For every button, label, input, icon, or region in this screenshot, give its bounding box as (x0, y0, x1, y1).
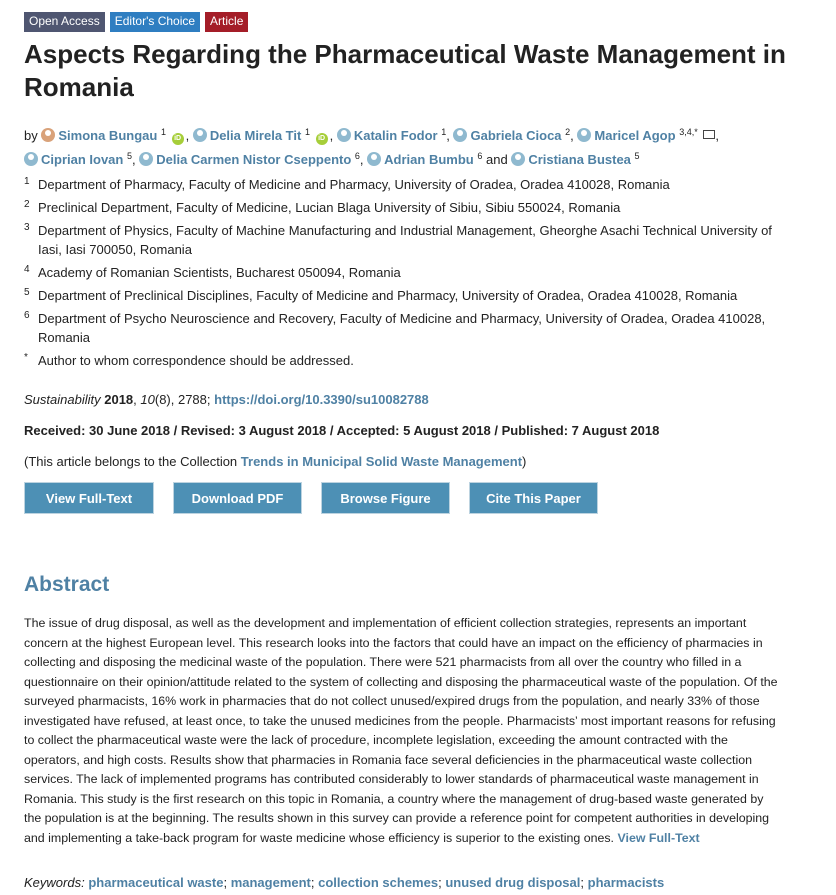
publication-dates: Received: 30 June 2018 / Revised: 3 August 2018 / Accepted: 5 August 2018 / Published: 7 August 2018 (24, 423, 660, 438)
browse-figure-button[interactable]: Browse Figure (321, 482, 450, 514)
keyword-link[interactable]: pharmaceutical waste (88, 875, 224, 890)
collection-link[interactable]: Trends in Municipal Solid Waste Management (240, 454, 523, 469)
citation-volume: 10 (140, 392, 155, 407)
collection-note (24, 454, 526, 469)
orcid-icon[interactable]: iD (172, 133, 184, 145)
keywords-label: Keywords: (24, 875, 85, 890)
journal-name: Sustainability (24, 392, 101, 407)
affiliation-number: 3 (24, 222, 30, 233)
affiliation-list (24, 175, 784, 374)
abstract-body (24, 614, 780, 848)
affiliation-item (24, 286, 784, 305)
article-type-badge: Article (205, 12, 248, 32)
affiliation-number: 5 (24, 287, 30, 298)
doi-link[interactable]: https://doi.org/10.3390/su10082788 (214, 392, 429, 407)
keyword-link[interactable]: management (230, 875, 311, 890)
collection-prefix: (This article belongs to the Collection (24, 454, 238, 469)
author-affil-sup: 3,4,* (679, 127, 698, 137)
author-icon (139, 152, 153, 166)
abstract-heading: Abstract (24, 573, 110, 596)
email-icon[interactable] (703, 130, 715, 139)
affiliation-item (24, 221, 784, 259)
affiliation-text: Author to whom correspondence should be addressed. (38, 353, 354, 368)
citation-issue-pages: (8), 2788; (154, 392, 211, 407)
author-photo-icon (41, 128, 55, 142)
author-affil-sup: 1 (441, 127, 447, 137)
abstract-view-full-text-link[interactable]: View Full-Text (617, 830, 700, 845)
citation-line: Sustainability 2018, 10(8), 2788; https://doi.org/10.3390/su10082788 (24, 392, 429, 407)
author-icon (193, 128, 207, 142)
affiliation-item (24, 309, 784, 347)
affiliation-number: * (24, 352, 28, 363)
affiliation-text: Preclinical Department, Faculty of Medicine, Lucian Blaga University of Sibiu, Sibiu 550024, Romania (38, 200, 621, 215)
author-link[interactable]: Maricel Agop (594, 128, 676, 143)
affiliation-text: Department of Preclinical Disciplines, Faculty of Medicine and Pharmacy, University of Oradea, Oradea 410028, Romania (38, 288, 738, 303)
abstract-text: The issue of drug disposal, as well as the development and implementation of efficient collection strategies, represents an important concern at the highest European level. This research looks into the factors that could have an impact on the efficiency of pharmacies in collecting and disposing the medicinal waste of the population. There were 521 pharmacists from all over the country who filled in a questionnaire on their opinion/attitude related to the system of collecting and disposing the pharmaceutical waste of the population. Of the surveyed pharmacists, 16% work in pharmacies that do not collect unused/expired drugs from the population, and nearly 33% of those investigated have refused, at least once, to take the unused medicines from the people. Pharmacists’ most important reasons for refusing to collect the pharmaceutical waste were the lack of procedure, incomplete legislation, exceeding the amount contracted with the operators, and high costs. Results show that pharmacies in Romania face several deficiencies in the pharmaceutical waste collection services. The lack of implemented programs has contributed considerably to lower standards of pharmaceutical waste management in Romania. This study is the first research on this topic in Romania, a country where the management of drug-based waste generated by the population is at the beginning. The results shown in this survey can provide a reference point for competent authorities in developing and implementing a take-back program for waste medicine whose efficiency is superior to the existing ones. (24, 616, 778, 845)
open-access-badge[interactable]: Open Access (24, 12, 105, 32)
author-link[interactable]: Delia Carmen Nistor Cseppento (156, 152, 352, 167)
author-affil-sup: 5 (126, 151, 132, 161)
author-icon (577, 128, 591, 142)
author-affil-sup: 6 (477, 151, 483, 161)
affiliation-number: 1 (24, 176, 30, 187)
citation-year: 2018 (104, 392, 134, 407)
orcid-icon[interactable]: iD (316, 133, 328, 145)
author-icon (367, 152, 381, 166)
author-icon (453, 128, 467, 142)
author-link[interactable]: Cristiana Bustea (528, 152, 631, 167)
download-pdf-button[interactable]: Download PDF (173, 482, 302, 514)
editors-choice-badge[interactable]: Editor's Choice (110, 12, 200, 32)
article-title: Aspects Regarding the Pharmaceutical Waste Management in Romania (24, 39, 786, 102)
keyword-link[interactable]: collection schemes (318, 875, 439, 890)
affiliation-item (24, 175, 784, 194)
affiliation-text: Department of Psycho Neuroscience and Recovery, Faculty of Medicine and Pharmacy, University of Oradea, Oradea 410028, Romania (38, 311, 766, 345)
author-icon (24, 152, 38, 166)
collection-suffix: ) (522, 454, 527, 469)
author-affil-sup: 2 (565, 127, 571, 137)
cite-this-paper-button[interactable]: Cite This Paper (469, 482, 598, 514)
affiliation-item (24, 198, 784, 217)
action-buttons (24, 482, 598, 514)
author-icon (511, 152, 525, 166)
author-affil-sup: 1 (160, 127, 166, 137)
author-icon (337, 128, 351, 142)
affiliation-text: Department of Pharmacy, Faculty of Medicine and Pharmacy, University of Oradea, Oradea 410028, Romania (38, 177, 670, 192)
affiliation-number: 2 (24, 199, 30, 210)
affiliation-number: 6 (24, 310, 30, 321)
affiliation-item (24, 351, 784, 370)
keyword-link[interactable]: pharmacists (587, 875, 665, 890)
author-link[interactable]: Delia Mirela Tit (209, 128, 302, 143)
author-link[interactable]: Adrian Bumbu (384, 152, 474, 167)
affiliation-number: 4 (24, 264, 30, 275)
keyword-link[interactable]: unused drug disposal (445, 875, 581, 890)
badge-row (24, 12, 248, 32)
affiliation-text: Academy of Romanian Scientists, Bucharest 050094, Romania (38, 265, 401, 280)
author-link[interactable]: Simona Bungau (58, 128, 158, 143)
keywords-line: Keywords: pharmaceutical waste; management; collection schemes; unused drug disposal; pharmacists (24, 875, 665, 890)
author-list: by Simona Bungau $^1$ iD , Delia Mirela Tit $^1$ iD , Katalin Fodor $^1$, Gabriela Cioca $^2$, Maricel Agop $^{3,4,*}$ , Ciprian Iovan $^5$, Delia Carmen Nistor Cseppento $^6$, Adrian Bumbu $^6$ and Cristiana Bustea $^5$ (24, 127, 719, 167)
and-label: and (485, 152, 508, 167)
author-affil-sup: 5 (634, 151, 640, 161)
author-link[interactable]: Ciprian Iovan (41, 152, 124, 167)
author-link[interactable]: Gabriela Cioca (470, 128, 562, 143)
by-label: by (24, 128, 38, 143)
view-full-text-button[interactable]: View Full-Text (24, 482, 154, 514)
author-affil-sup: 1 (304, 127, 310, 137)
affiliation-item (24, 263, 784, 282)
author-affil-sup: 6 (354, 151, 360, 161)
affiliation-text: Department of Physics, Faculty of Machine Manufacturing and Industrial Management, Gheorghe Asachi Technical University of Iasi, Iasi 700050, Romania (38, 223, 772, 257)
author-link[interactable]: Katalin Fodor (353, 128, 438, 143)
